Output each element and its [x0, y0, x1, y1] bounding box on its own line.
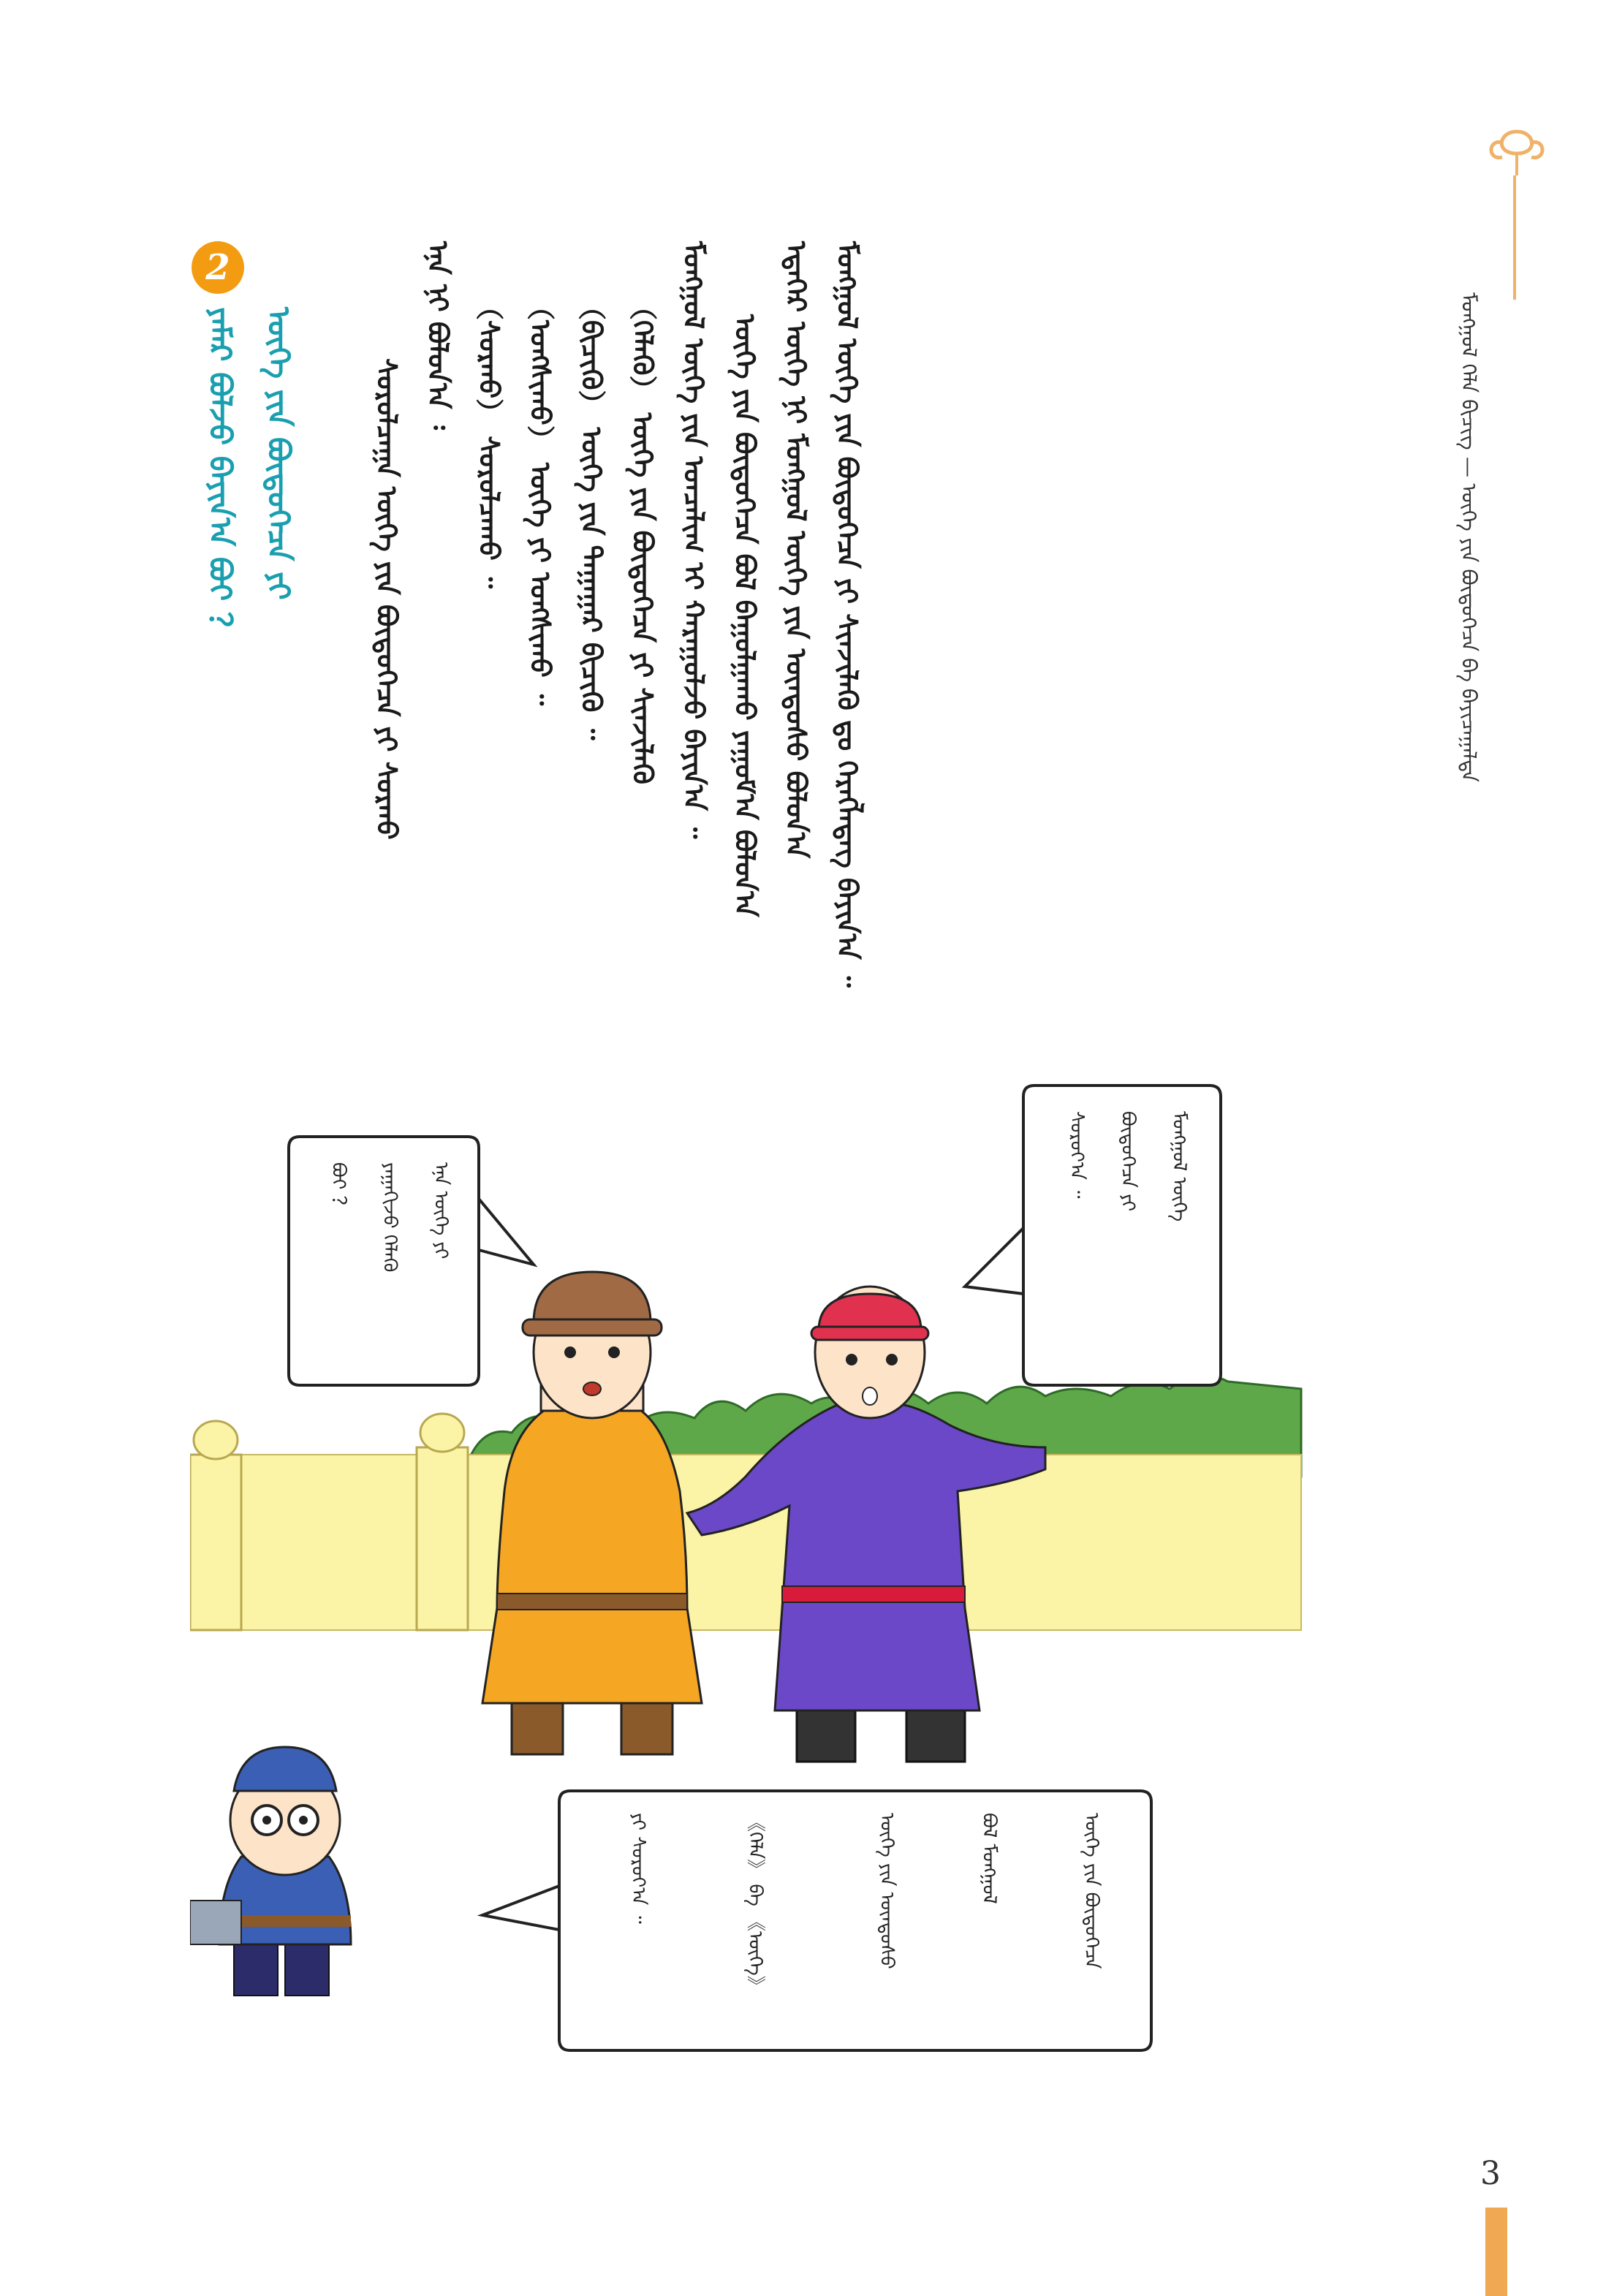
- bubble-student-line-5: ᠶᠢ ᠰᠤᠷᠤᠶ᠎ᠠ ᠃: [627, 1813, 649, 1924]
- question-number-badge: 2: [192, 241, 244, 294]
- bubble-student-line-1: ᠦᠭᠡ ᠶᠢᠨ ᠪᠦᠲᠦᠭᠡᠴᠡ: [1080, 1813, 1102, 1969]
- page-tab: [1485, 2208, 1507, 2296]
- boy-orange-robe: [482, 1272, 702, 1754]
- body-line-2: ᠡᠳᠡᠭᠡᠷ ᠦᠭᠡ ᠨᠢ ᠮᠣᠩᠭᠣᠯ ᠦᠭᠡ ᠶᠢᠨ ᠦᠨᠳᠦᠰᠦ ᠪᠣᠯᠣᠨ᠎ᠠ: [780, 241, 813, 859]
- ornament-line: [1513, 175, 1516, 300]
- ornament-icon: [1484, 124, 1550, 300]
- bubble-left-line-1: ᠡᠨᠡ ᠦᠭᠡ ᠶᠢ: [430, 1162, 452, 1259]
- body-line-6: （ᠪᠢᠴᠢᠬᠦ） ᠦᠭᠡ ᠶᠢᠨ ᠳᠠᠭᠠᠭᠠᠷ ᠪᠢᠴᠢᠬᠦ ᠃: [575, 292, 608, 740]
- page-number: 3: [1480, 2155, 1501, 2192]
- body-line-8: （ᠰᠤᠷᠬᠤ） ᠰᠤᠷᠤᠯᠴᠠᠬᠤ ᠃: [473, 292, 506, 589]
- running-head: [1451, 292, 1486, 782]
- bubble-student-line-2: ᠪᠣᠯ ᠮᠣᠩᠭᠣᠯ: [978, 1813, 1000, 1904]
- student-figure: [190, 1747, 351, 1996]
- bubble-student-line-3: ᠦᠭᠡ ᠶᠢᠨ ᠦᠨᠳᠦᠰᠦ: [876, 1813, 898, 1969]
- body-line-1: ᠮᠣᠩᠭᠣᠯ ᠦᠭᠡ ᠶᠢᠨ ᠪᠦᠲᠦᠭᠡᠴᠡ ᠶᠢ ᠰᠢᠨᠵᠢᠯᠡᠬᠦ ᠳᠤ ᠬᠡᠷᠡᠭᠯᠡᠳᠡᠭ ᠪᠠᠶᠢᠨ᠎ᠠ ᠃: [831, 241, 864, 988]
- speech-bubble-student: [482, 1791, 1151, 2050]
- speech-bubble-left: [289, 1137, 534, 1385]
- body-line-4: ᠮᠣᠩᠭᠣᠯ ᠦᠭᠡ ᠶᠢᠨ ᠣᠨᠴᠠᠯᠢᠭ ᠢ ᠬᠠᠷᠠᠭᠤᠯᠵᠤ ᠪᠠᠶᠢᠨ᠎ᠠ ᠃: [678, 241, 711, 839]
- running-head-right: ᠦᠭᠡ ᠶᠢᠨ ᠪᠦᠲᠦᠭᠡᠴᠡ ᠪᠠ ᠪᠠᠶᠢᠴᠠᠭᠠᠯᠲᠠ: [1457, 483, 1481, 782]
- body-line-3: ᠦᠭᠡ ᠶᠢᠨ ᠪᠦᠲᠦᠭᠡᠴᠡ ᠪᠣᠯ ᠪᠠᠭᠤᠯᠭᠠᠬᠤ ᠶᠠᠭᠤᠮ᠎ᠠ ᠪᠣᠯᠣᠨ᠎ᠠ: [729, 314, 762, 917]
- bubble-right-line-2: ᠪᠦᠲᠦᠭᠡᠴᠡ ᠶᠢ: [1117, 1111, 1139, 1212]
- fence-post-mid: [417, 1447, 468, 1630]
- body-line-10: ᠰᠤᠷᠤᠯᠴᠠᠭᠠ ᠦᠭᠡ ᠶᠢᠨ ᠪᠦᠲᠦᠭᠡᠴᠡ ᠶᠢ ᠰᠤᠷᠬᠤ: [371, 358, 404, 840]
- body-line-5: （ᠬᠡᠯᠡᠬᠦ） ᠦᠭᠡ ᠶᠢᠨ ᠪᠦᠲᠦᠭᠡᠴᠡ ᠶᠢ ᠰᠢᠨᠵᠢᠯᠡᠬᠦ: [626, 292, 659, 784]
- running-head-left: ᠮᠣᠩᠭᠣᠯ ᠬᠡᠯᠡ ᠪᠢᠴᠢᠭ: [1457, 292, 1481, 450]
- bubble-student-line-4: 《ᠬᠡᠯᠡ》 ᠪᠠ 《ᠦᠭᠡ》: [744, 1813, 766, 1995]
- question-line-1: ᠦᠭᠡ ᠶᠢᠨ ᠪᠦᠲᠦᠭᠡᠴᠡ ᠶᠢ: [261, 307, 297, 600]
- body-line-9: ᠡᠨᠡ ᠨᠢ ᠪᠣᠯᠣᠨ᠎ᠠ ᠄: [422, 241, 455, 431]
- bubble-left-line-3: ᠪᠤᠢ ？: [327, 1162, 349, 1215]
- question-line-2: ᠶᠠᠮᠠᠷ ᠪᠣᠯᠵᠤ ᠪᠠᠶᠢᠨ᠎ᠠ ᠪᠤᠢ ？: [202, 307, 238, 643]
- running-head-dash: —: [1457, 456, 1481, 477]
- fence-post-left: [190, 1455, 241, 1630]
- bubble-left-line-2: ᠶᠠᠭᠠᠬᠢᠵᠤ ᠬᠡᠯᠡᠬᠦ: [379, 1162, 401, 1273]
- bubble-right-line-3: ᠰᠤᠷᠤᠶ᠎ᠠ ᠃: [1066, 1111, 1088, 1199]
- bubble-right-line-1: ᠮᠣᠩᠭᠣᠯ ᠦᠭᠡ: [1168, 1111, 1190, 1222]
- body-line-7: （ᠤᠩᠰᠢᠬᠤ） ᠦᠭᠡ ᠶᠢ ᠤᠩᠰᠢᠬᠤ ᠃: [524, 292, 557, 706]
